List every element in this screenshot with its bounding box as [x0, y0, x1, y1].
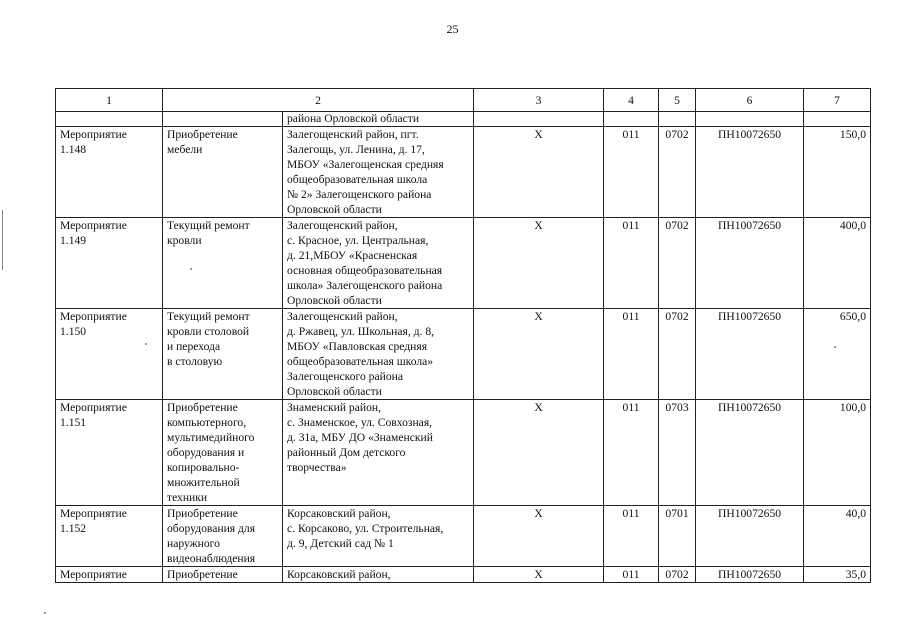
header-cell-7: 7 — [804, 89, 871, 112]
col5-cell: 0703 — [659, 400, 696, 506]
event-cell: Мероприятие 1.151 — [56, 400, 163, 506]
cont-cell-7 — [804, 112, 871, 127]
address-cell: Залегощенский район, с. Красное, ул. Центральная, д. 21,МБОУ «Красненская основная общеобразовательная школа» Залегощенского района Орловской области — [283, 218, 474, 309]
col4-cell: 011 — [604, 309, 659, 400]
col4-cell: 011 — [604, 567, 659, 583]
col7-cell: 40,0 — [804, 506, 871, 567]
scan-margin-mark — [2, 210, 3, 270]
col6-cell: ПН10072650 — [696, 309, 804, 400]
col7-cell: 150,0 — [804, 127, 871, 218]
cont-cell-5 — [659, 112, 696, 127]
name-cell: Текущий ремонт кровли столовой и перехода в столовую — [163, 309, 283, 400]
cont-cell-6 — [696, 112, 804, 127]
name-cell: Приобретение — [163, 567, 283, 583]
address-cell: Корсаковский район, с. Корсаково, ул. Строительная, д. 9, Детский сад № 1 — [283, 506, 474, 567]
col6-cell: ПН10072650 — [696, 127, 804, 218]
event-cell: Мероприятие — [56, 567, 163, 583]
col3-cell: Х — [474, 309, 604, 400]
col4-cell: 011 — [604, 506, 659, 567]
address-cell: Залегощенский район, д. Ржавец, ул. Школьная, д. 8, МБОУ «Павловская средняя общеобразовательная школа» Залегощенского района Орловской области — [283, 309, 474, 400]
table-row — [56, 127, 871, 218]
col7-cell: 400,0 — [804, 218, 871, 309]
name-cell: Приобретение мебели — [163, 127, 283, 218]
header-cell-1: 1 — [56, 89, 163, 112]
cont-cell-4 — [604, 112, 659, 127]
col7-cell: 100,0 — [804, 400, 871, 506]
name-cell: Текущий ремонт кровли — [163, 218, 283, 309]
col3-cell: Х — [474, 400, 604, 506]
col6-cell: ПН10072650 — [696, 218, 804, 309]
col6-cell: ПН10072650 — [696, 400, 804, 506]
address-cell: Залегощенский район, пгт. Залегощь, ул. Ленина, д. 17, МБОУ «Залегощенская средняя общеобразовательная школа № 2» Залегощенского района Орловской области — [283, 127, 474, 218]
header-cell-5: 5 — [659, 89, 696, 112]
col5-cell: 0702 — [659, 309, 696, 400]
scan-speck — [44, 612, 46, 614]
col3-cell: Х — [474, 506, 604, 567]
header-cell-6: 6 — [696, 89, 804, 112]
event-cell: Мероприятие 1.148 — [56, 127, 163, 218]
table-row — [56, 218, 871, 309]
scan-speck — [145, 343, 147, 345]
budget-table — [55, 88, 871, 583]
cont-cell-3 — [474, 112, 604, 127]
col5-cell: 0702 — [659, 127, 696, 218]
col4-cell: 011 — [604, 218, 659, 309]
cont-cell-event — [56, 112, 163, 127]
header-row — [56, 89, 871, 112]
col7-cell: 650,0 — [804, 309, 871, 400]
col3-cell: Х — [474, 127, 604, 218]
col5-cell: 0702 — [659, 567, 696, 583]
event-cell: Мероприятие 1.150 — [56, 309, 163, 400]
col3-cell: Х — [474, 567, 604, 583]
table-row — [56, 506, 871, 567]
name-cell: Приобретение компьютерного, мультимедийного оборудования и копировально- множительной техники — [163, 400, 283, 506]
col4-cell: 011 — [604, 127, 659, 218]
event-cell: Мероприятие 1.152 — [56, 506, 163, 567]
table-row — [56, 309, 871, 400]
col4-cell: 011 — [604, 400, 659, 506]
scan-speck — [834, 346, 836, 348]
header-cell-3: 3 — [474, 89, 604, 112]
cont-cell-name — [163, 112, 283, 127]
header-cell-4: 4 — [604, 89, 659, 112]
table-row — [56, 567, 871, 583]
col7-cell: 35,0 — [804, 567, 871, 583]
continuation-row — [56, 112, 871, 127]
col6-cell: ПН10072650 — [696, 506, 804, 567]
col6-cell: ПН10072650 — [696, 567, 804, 583]
event-cell: Мероприятие 1.149 — [56, 218, 163, 309]
name-cell: Приобретение оборудования для наружного видеонаблюдения — [163, 506, 283, 567]
col3-cell: Х — [474, 218, 604, 309]
header-cell-2: 2 — [163, 89, 474, 112]
address-cell: Корсаковский район, — [283, 567, 474, 583]
page-number: 25 — [446, 22, 459, 36]
table-body — [56, 89, 871, 583]
address-cell: Знаменский район, с. Знаменское, ул. Совхозная, д. 31а, МБУ ДО «Знаменский районный Дом детского творчества» — [283, 400, 474, 506]
cont-cell-address: района Орловской области — [283, 112, 474, 127]
scan-speck — [190, 268, 192, 270]
col5-cell: 0701 — [659, 506, 696, 567]
table-row — [56, 400, 871, 506]
col5-cell: 0702 — [659, 218, 696, 309]
